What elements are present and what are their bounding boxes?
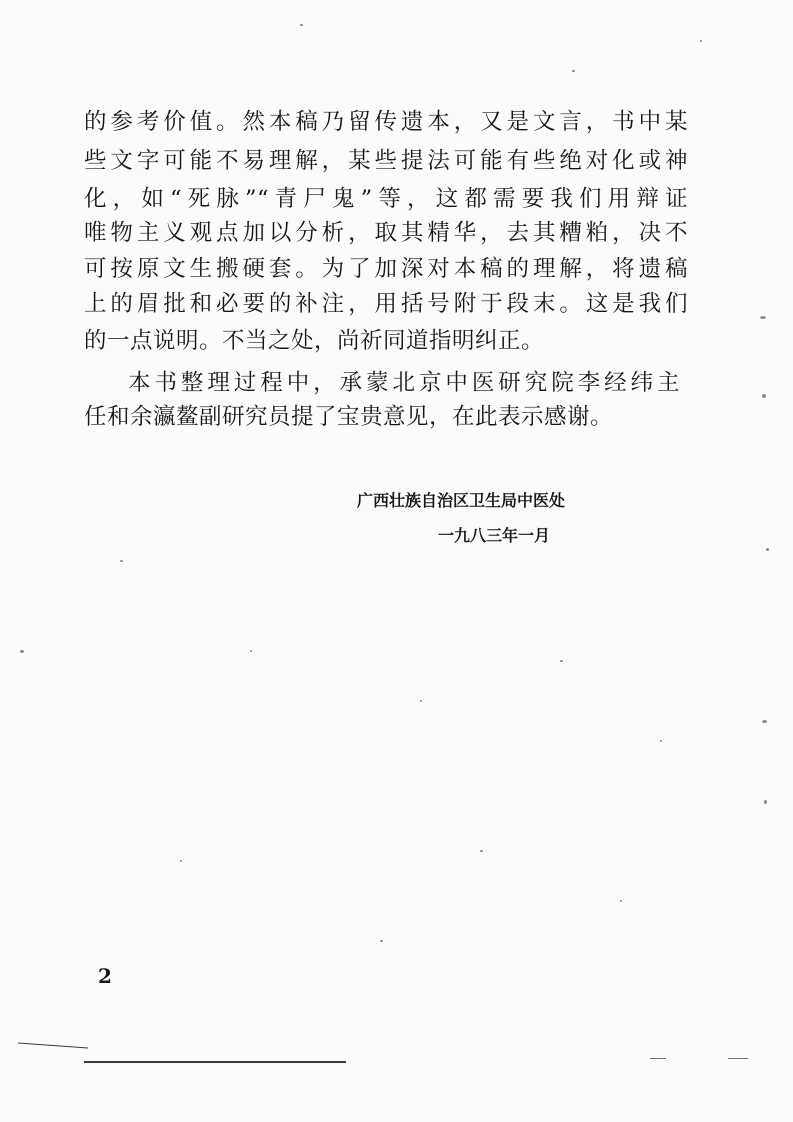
page-number: 2: [98, 964, 112, 988]
text-line: 本书整理过程中，承蒙北京中医研究院李经纬主: [128, 370, 680, 396]
text-line: 上的眉批和必要的补注，用括号附于段末。这是我们: [84, 291, 688, 317]
text-line: 些文字可能不易理解，某些提法可能有些绝对化或神: [84, 148, 688, 174]
signature-organization: 广西壮族自治区卫生局中医处: [357, 491, 566, 510]
text-line: 唯物主义观点加以分析，取其精华，去其糟粕，决不: [84, 220, 688, 246]
text-line: 化，如“死脉”“青尸鬼”等，这都需要我们用辩证: [84, 186, 688, 212]
text-line: 任和余瀛鳌副研究员提了宝贵意见，在此表示感谢。: [84, 404, 614, 430]
text-line: 的一点说明。不当之处，尚祈同道指明纠正。: [84, 328, 545, 354]
text-line: 的参考价值。然本稿乃留传遗本，又是文言，书中某: [84, 109, 688, 135]
text-line: 可按原文生搬硬套。为了加深对本稿的理解，将遗稿: [84, 256, 688, 282]
signature-date: 一九八三年一月: [438, 526, 551, 545]
